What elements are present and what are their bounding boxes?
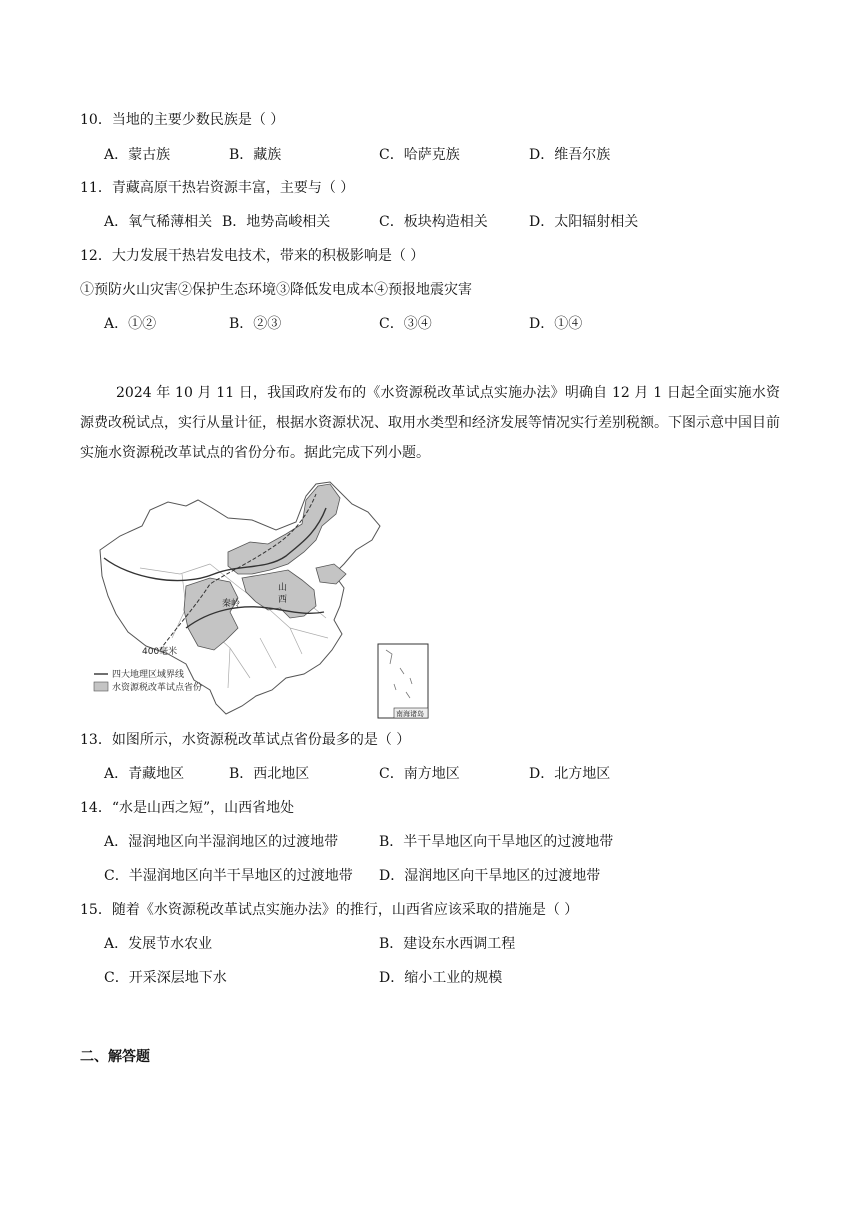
label-qinling: 秦岭 [222, 599, 241, 609]
q10-option-c: C．哈萨克族 [379, 147, 460, 163]
q12-option-c: C．③④ [379, 316, 432, 332]
legend-line-label: 四大地理区域界线 [112, 670, 185, 680]
q10-option-b: B．藏族 [229, 147, 282, 163]
q14-option-b: B．半干旱地区向干旱地区的过渡地带 [379, 834, 614, 850]
q11-option-c: C．板块构造相关 [379, 214, 488, 230]
q14-stem: 14．“水是山西之短”，山西省地处 [80, 800, 295, 816]
q13-option-d: D．北方地区 [529, 766, 611, 782]
q11-option-d: D．太阳辐射相关 [529, 214, 639, 230]
section-heading: 二、解答题 [80, 1049, 150, 1065]
label-400mm: 400毫米 [142, 647, 178, 657]
q13-option-c: C．南方地区 [379, 766, 460, 782]
nanhai-inset [378, 644, 428, 718]
q12-option-a: A．①② [104, 316, 157, 332]
q14-option-d: D．湿润地区向干旱地区的过渡地带 [379, 868, 601, 884]
q14-option-a: A．湿润地区向半湿润地区的过渡地带 [104, 834, 339, 850]
q15-stem: 15．随着《水资源税改革试点实施办法》的推行，山西省应该采取的措施是（ ） [80, 902, 579, 918]
q11-option-b: B．地势高峻相关 [222, 214, 331, 230]
q10-stem: 10．当地的主要少数民族是（ ） [80, 112, 285, 128]
q13-option-a: A．青藏地区 [104, 766, 185, 782]
q13-stem: 13．如图所示，水资源税改革试点省份最多的是（ ） [80, 732, 411, 748]
q14-option-c: C．半湿润地区向半干旱地区的过渡地带 [104, 868, 353, 884]
china-water-tax-map [90, 478, 430, 722]
q15-option-b: B．建设东水西调工程 [379, 936, 516, 952]
q12-option-d: D．①④ [529, 316, 583, 332]
q12-option-b: B．②③ [229, 316, 282, 332]
label-shanxi-1: 山 [278, 583, 288, 593]
passage-text: 2024 年 10 月 11 日，我国政府发布的《水资源税改革试点实施办法》明确自 12 月 1 日起全面实施水资源费改税试点，实行从量计征，根据水资源状况、取用水类型和经济发展等情况实行差别税额。下图示意中国目前实施水资源税改革试点的省份分布。据此完成下列小题。 [80, 385, 780, 461]
q12-stem: 12．大力发展干热岩发电技术，带来的积极影响是（ ） [80, 248, 425, 264]
q15-option-d: D．缩小工业的规模 [379, 970, 503, 986]
q15-option-c: C．开采深层地下水 [104, 970, 227, 986]
legend-fill-label: 水资源税改革试点省份 [112, 683, 203, 693]
q15-option-a: A．发展节水农业 [104, 936, 213, 952]
q13-option-b: B．西北地区 [229, 766, 310, 782]
q10-option-a: A．蒙古族 [104, 147, 171, 163]
q12-statements: ①预防火山灾害②保护生态环境③降低发电成本④预报地震灾害 [80, 282, 472, 298]
label-nanhai: 南海诸岛 [396, 710, 424, 718]
q11-stem: 11．青藏高原干热岩资源丰富，主要与（ ） [80, 180, 355, 196]
q10-option-d: D．维吾尔族 [529, 147, 611, 163]
q11-option-a: A．氧气稀薄相关 [104, 214, 213, 230]
label-shanxi-2: 西 [278, 595, 288, 605]
